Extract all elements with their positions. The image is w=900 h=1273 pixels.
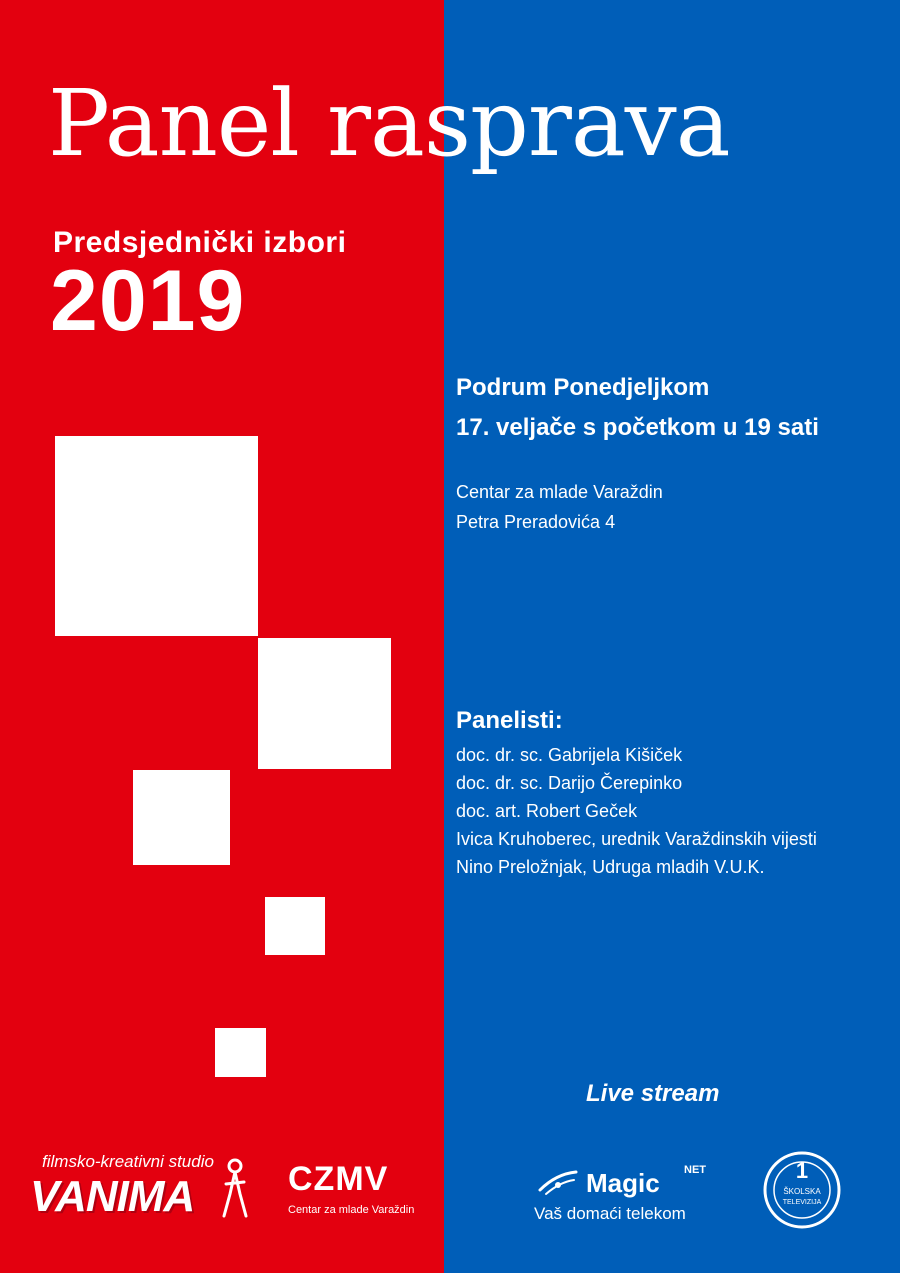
panelist-item: doc. art. Robert Geček — [456, 801, 638, 821]
panelists-list — [456, 741, 817, 881]
skolska-televizija-logo — [762, 1150, 842, 1230]
czmv-logo — [288, 1162, 414, 1216]
event-venue: Centar za mlade Varaždin — [456, 482, 663, 502]
poster-title: Panel rasprava — [48, 70, 730, 177]
magicnet-wordmark: Magic — [586, 1168, 660, 1198]
magicnet-superscript: NET — [684, 1164, 706, 1176]
panelist-item: Nino Preložnjak, Udruga mladih V.U.K. — [456, 857, 765, 877]
panelist-item: doc. dr. sc. Gabrijela Kišiček — [456, 745, 683, 765]
czmv-subtitle: Centar za mlade Varaždin — [288, 1204, 415, 1216]
checker-square-large — [55, 436, 258, 636]
panelists-heading: Panelisti: — [456, 707, 563, 734]
checker-square-small — [133, 770, 230, 865]
poster-red-half — [0, 0, 444, 1273]
vanima-tagline: filmsko-kreativni studio — [42, 1152, 214, 1171]
magicnet-logo — [530, 1162, 730, 1226]
vanima-figure-icon — [218, 1158, 252, 1220]
panelist-item: Ivica Kruhoberec, urednik Varaždinskih vijesti — [456, 829, 817, 849]
magicnet-slogan: Vaš domaći telekom — [534, 1204, 686, 1223]
vanima-wordmark: VANIMA — [30, 1172, 195, 1221]
poster-subtitle: Predsjednički izbori — [53, 226, 347, 259]
checker-square-medium — [258, 638, 391, 769]
event-date-time: 17. veljače s početkom u 19 sati — [456, 414, 819, 441]
magicnet-swoosh-icon — [536, 1166, 580, 1198]
checker-square-xsmall — [265, 897, 325, 955]
poster-year: 2019 — [50, 253, 246, 349]
live-stream-label: Live stream — [586, 1080, 720, 1107]
checker-square-tiny — [215, 1028, 266, 1077]
skolska-text-top: ŠKOLSKA — [783, 1187, 821, 1196]
vanima-logo — [30, 1152, 260, 1232]
event-address: Petra Preradovića 4 — [456, 512, 616, 532]
czmv-wordmark: CZMV — [288, 1160, 389, 1198]
skolska-numeral: 1 — [795, 1158, 809, 1183]
skolska-text-bottom: TELEVIZIJA — [782, 1199, 822, 1206]
event-name: Podrum Ponedjeljkom — [456, 374, 710, 401]
panelist-item: doc. dr. sc. Darijo Čerepinko — [456, 773, 683, 793]
